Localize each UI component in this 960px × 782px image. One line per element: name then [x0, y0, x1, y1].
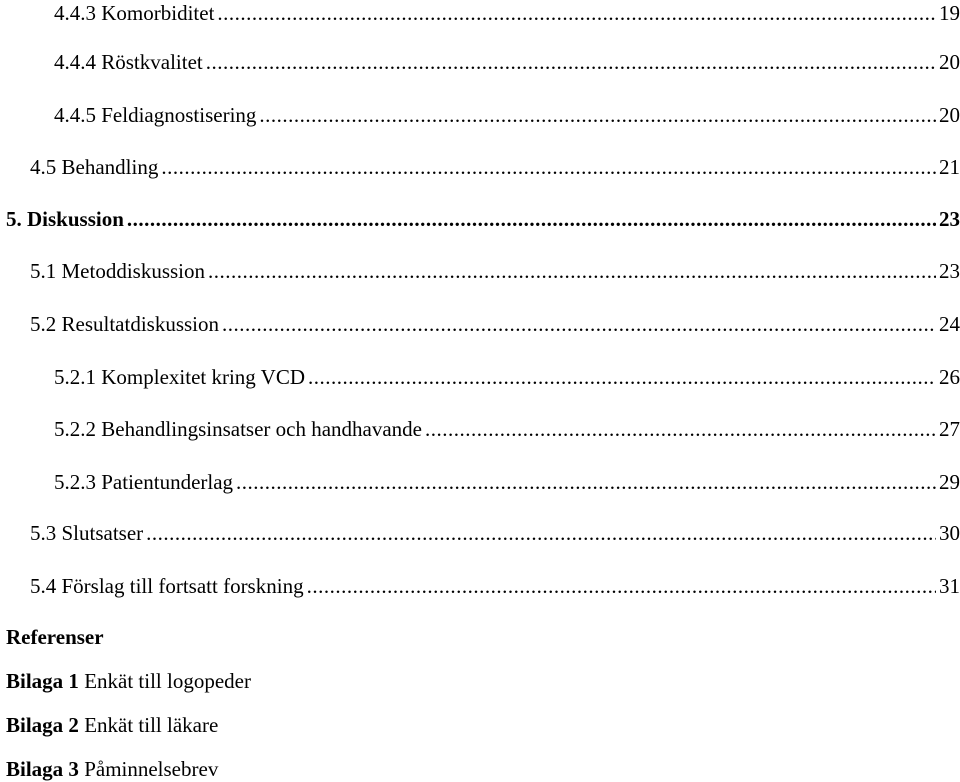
toc-leader-dots — [308, 364, 936, 390]
toc-entry-title: 5.4 Förslag till fortsatt forskning — [30, 574, 304, 598]
toc-entry-page: 29 — [939, 470, 960, 494]
appendix-label: Bilaga 2 — [6, 713, 79, 737]
toc-entry-5-2-1[interactable] — [54, 364, 960, 390]
toc-leader-dots — [208, 258, 936, 284]
toc-entry-page: 19 — [939, 1, 960, 25]
toc-entry-5-2-2[interactable] — [54, 416, 960, 442]
toc-entry-title: 5.2.2 Behandlingsinsatser och handhavande — [54, 417, 422, 441]
references-heading[interactable] — [6, 624, 104, 650]
toc-entry-title: 5.2.3 Patientunderlag — [54, 470, 234, 494]
toc-entry-page: 30 — [939, 521, 960, 545]
toc-entry-4-4-3[interactable] — [54, 0, 960, 26]
toc-entry-title: 4.5 Behandling — [30, 155, 159, 179]
toc-entry-title: 5.2.1 Komplexitet kring VCD — [54, 365, 306, 389]
toc-leader-dots — [217, 0, 936, 26]
toc-entry-page: 21 — [939, 155, 960, 179]
toc-entry-title: 5.3 Slutsatser — [30, 521, 144, 545]
toc-leader-dots — [206, 49, 936, 75]
toc-leader-dots — [236, 469, 936, 495]
toc-entry-title: 5. Diskussion — [6, 207, 124, 231]
references-label: Referenser — [6, 625, 104, 649]
toc-entry-page: 20 — [939, 50, 960, 74]
toc-entry-page: 27 — [939, 417, 960, 441]
toc-entry-page: 31 — [939, 574, 960, 598]
toc-entry-title: 5.1 Metoddiskussion — [30, 259, 206, 283]
toc-leader-dots — [127, 206, 936, 232]
appendix-2[interactable] — [6, 712, 218, 738]
toc-leader-dots — [161, 154, 936, 180]
toc-leader-dots — [307, 573, 936, 599]
appendix-text: Enkät till läkare — [84, 713, 219, 737]
toc-entry-title: 4.4.4 Röstkvalitet — [54, 50, 203, 74]
toc-entry-5-3[interactable] — [30, 520, 960, 546]
toc-leader-dots — [222, 311, 936, 337]
appendix-label: Bilaga 1 — [6, 669, 79, 693]
toc-entry-4-4-4[interactable] — [54, 49, 960, 75]
appendix-text: Enkät till logopeder — [84, 669, 251, 693]
toc-entry-4-5[interactable] — [30, 154, 960, 180]
toc-leader-dots — [146, 520, 936, 546]
toc-entry-title: 4.4.5 Feldiagnostisering — [54, 103, 257, 127]
appendix-text: Påminnelsebrev — [84, 757, 219, 781]
appendix-1[interactable] — [6, 668, 251, 694]
toc-entry-page: 23 — [939, 259, 960, 283]
toc-entry-5-2-3[interactable] — [54, 469, 960, 495]
toc-entry-page: 24 — [939, 312, 960, 336]
toc-entry-page: 23 — [939, 207, 960, 231]
toc-entry-5-2[interactable] — [30, 311, 960, 337]
toc-entry-4-4-5[interactable] — [54, 102, 960, 128]
toc-entry-5[interactable] — [6, 206, 960, 232]
appendix-3[interactable] — [6, 756, 218, 782]
toc-leader-dots — [425, 416, 936, 442]
toc-entry-5-4[interactable] — [30, 573, 960, 599]
toc-entry-page: 26 — [939, 365, 960, 389]
toc-entry-title: 5.2 Resultatdiskussion — [30, 312, 220, 336]
toc-entry-page: 20 — [939, 103, 960, 127]
appendix-label: Bilaga 3 — [6, 757, 79, 781]
toc-entry-title: 4.4.3 Komorbiditet — [54, 1, 215, 25]
toc-leader-dots — [259, 102, 936, 128]
toc-entry-5-1[interactable] — [30, 258, 960, 284]
